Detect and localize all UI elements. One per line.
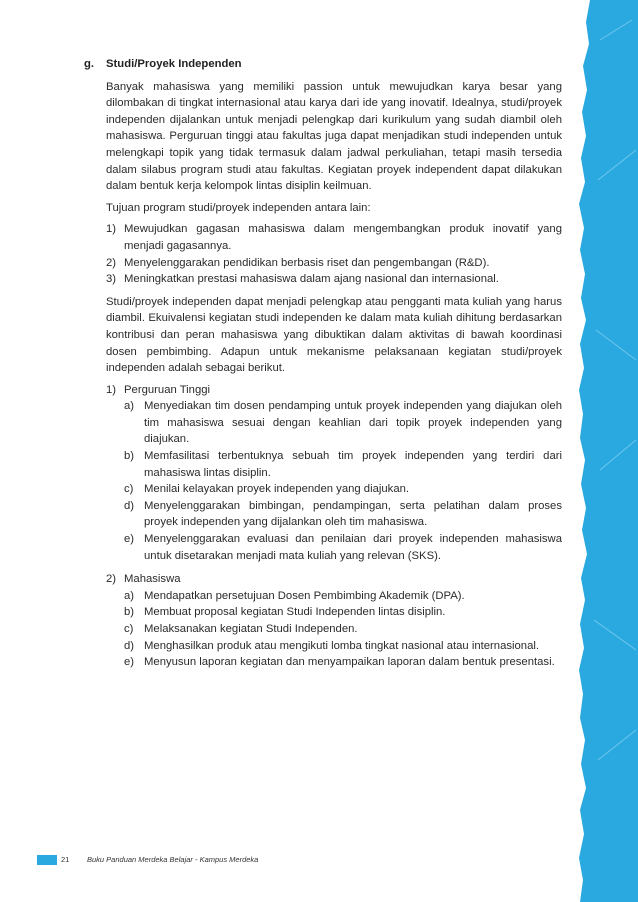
section-heading xyxy=(84,56,562,73)
subitem-letter: c) xyxy=(124,623,134,635)
mechanism-heading xyxy=(106,571,562,588)
subitem-letter: e) xyxy=(124,656,135,669)
subitem-letter: a) xyxy=(124,589,135,602)
subitem-letter: b) xyxy=(124,450,135,463)
mechanism-subitem xyxy=(124,498,562,531)
goal-item xyxy=(106,255,562,272)
page-footer xyxy=(0,854,400,866)
subitem-letter: e) xyxy=(124,533,135,546)
mechanism-subitem xyxy=(124,531,562,564)
subitem-text: Mendapatkan persetujuan Dosen Pembimbing Akademik (DPA). xyxy=(144,589,465,602)
subitem-text: Menilai kelayakan proyek independen yang diajukan. xyxy=(144,483,410,496)
mechanism-subitem xyxy=(124,654,562,671)
goal-text: Meningkatkan prestasi mahasiswa dalam ajang nasional dan internasional. xyxy=(124,273,499,286)
subitem-text: Menyelenggarakan evaluasi dan penilaian dari proyek independen mahasiswa untuk disetarakan menjadi mata kuliah yang relevan (SKS). xyxy=(144,533,562,562)
goal-number: 2) xyxy=(106,256,117,269)
subitem-text: Menyelenggarakan bimbingan, pendampingan, serta pelatihan dalam proses proyek independen yang dijalankan oleh tim mahasiswa. xyxy=(144,499,562,529)
section-label: g. xyxy=(84,58,95,70)
page-number-bar xyxy=(37,855,57,865)
subitem-text: Memfasilitasi terbentuknya sebuah tim proyek independen yang terdiri dari mahasiswa lintas disiplin. xyxy=(144,450,562,479)
section-title: Studi/Proyek Independen xyxy=(106,58,242,70)
mechanism-subitem xyxy=(124,621,562,638)
torn-edge-decoration xyxy=(570,0,638,902)
mechanism-title: Mahasiswa xyxy=(124,573,181,586)
goal-text: Menyelenggarakan pendidikan berbasis riset dan pengembangan (R&D). xyxy=(124,256,490,269)
goal-text: Mewujudkan gagasan mahasiswa dalam mengembangkan produk inovatif yang menjadi gagasannya. xyxy=(124,223,562,252)
mechanism-number: 2) xyxy=(106,573,117,586)
mechanism-heading xyxy=(106,382,562,399)
subitem-letter: d) xyxy=(124,639,135,652)
equivalence-paragraph: Studi/proyek independen dapat menjadi pelengkap atau pengganti mata kuliah yang harus diambil. Ekuivalensi kegiatan studi independen ke dalam mata kuliah dihitung berdasarkan kontribusi dan peran mahasiswa yang dibuktikan dalam aktivitas di bawah koordinasi dosen pembimbing. Adapun untuk mekanisme pelaksanaan kegiatan studi/proyek independen adalah sebagai berikut. xyxy=(106,295,562,375)
section-body xyxy=(106,79,562,671)
mechanism-sublist xyxy=(124,398,562,564)
goals-list xyxy=(106,221,562,287)
mechanism-subitem xyxy=(124,448,562,481)
subitem-text: Melaksanakan kegiatan Studi Independen. xyxy=(144,623,358,635)
mechanism-subitem xyxy=(124,398,562,448)
mechanism-sublist xyxy=(124,588,562,671)
subitem-text: Membuat proposal kegiatan Studi Independen lintas disiplin. xyxy=(144,606,446,619)
subitem-letter: c) xyxy=(124,483,134,496)
mechanism-subitem xyxy=(124,604,562,621)
intro-paragraph: Banyak mahasiswa yang memiliki passion untuk mewujudkan karya besar yang dilombakan di tingkat internasional atau karya dari ide yang inovatif. Idealnya, studi/proyek independen dijalankan untuk menjadi pelengkap dari kurikulum yang sudah diambil oleh mahasiswa. Perguruan tinggi atau fakultas juga dapat menjadikan studi independen untuk melengkapi topik yang tidak termasuk dalam jadwal perkuliahan, tetapi masih tersedia dalam silabus program studi atau fakultas. Kegiatan proyek independent dapat dilakukan dalam bentuk kerja kelompok lintas disiplin keilmuan. xyxy=(106,80,562,193)
mechanism-subitem xyxy=(124,481,562,498)
page-content xyxy=(84,56,562,678)
mechanism-perguruan-tinggi xyxy=(106,382,562,565)
footer-book-title: Buku Panduan Merdeka Belajar - Kampus Merdeka xyxy=(87,855,259,864)
mechanism-mahasiswa xyxy=(106,571,562,671)
subitem-letter: d) xyxy=(124,499,135,512)
goal-item xyxy=(106,221,562,254)
mechanism-title: Perguruan Tinggi xyxy=(124,383,211,396)
mechanism-number: 1) xyxy=(106,383,117,396)
subitem-letter: a) xyxy=(124,400,135,413)
mechanism-subitem xyxy=(124,588,562,605)
subitem-text: Menghasilkan produk atau mengikuti lomba tingkat nasional atau internasional. xyxy=(144,639,540,652)
goal-number: 3) xyxy=(106,273,117,286)
subitem-letter: b) xyxy=(124,606,135,619)
subitem-text: Menyusun laporan kegiatan dan menyampaikan laporan dalam bentuk presentasi. xyxy=(144,656,555,669)
page-number: 21 xyxy=(61,855,70,864)
goal-number: 1) xyxy=(106,223,117,236)
subitem-text: Menyediakan tim dosen pendamping untuk proyek independen yang diajukan oleh tim mahasiswa sesuai dengan keahlian dari topik proyek independen yang diajukan. xyxy=(144,400,562,446)
goals-lead-paragraph: Tujuan program studi/proyek independen antara lain: xyxy=(106,201,371,214)
goal-item xyxy=(106,271,562,288)
mechanism-subitem xyxy=(124,638,562,655)
